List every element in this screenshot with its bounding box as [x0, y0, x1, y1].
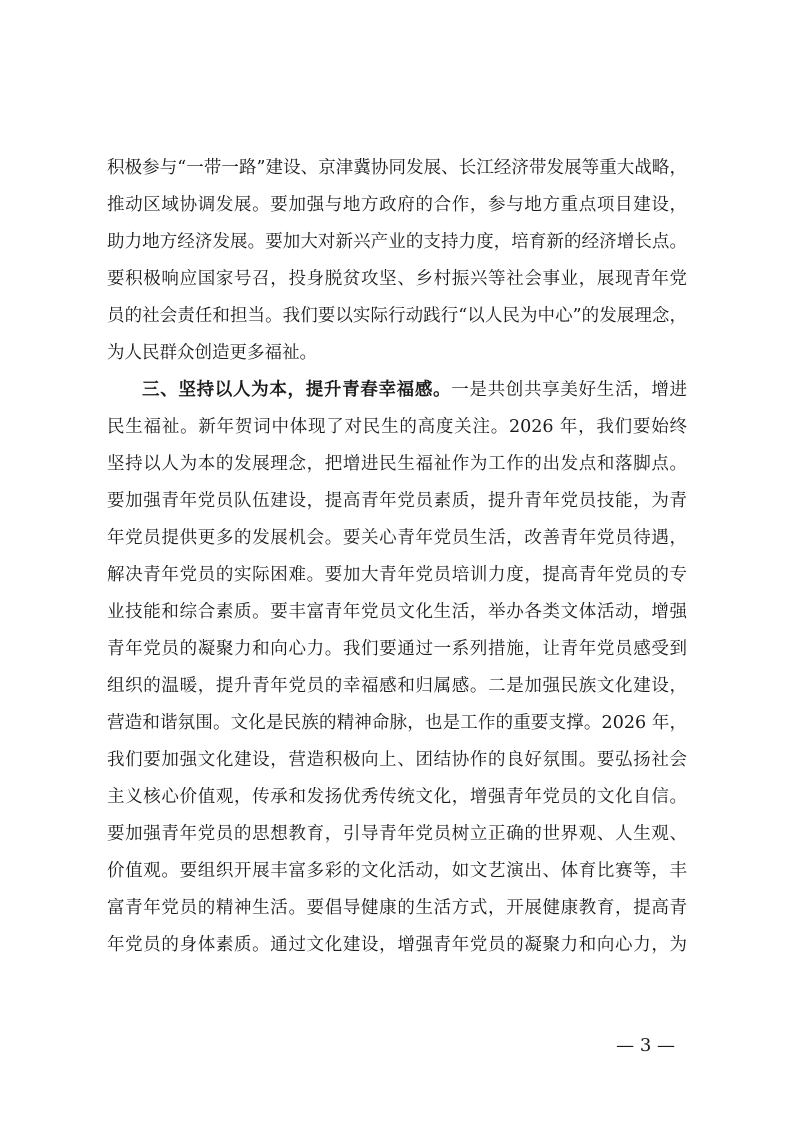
body-text-line: 价值观。要组织开展丰富多彩的文化活动，如文艺演出、体育比赛等，丰	[107, 861, 687, 881]
body-text-line: 解决青年党员的实际困难。要加大青年党员培训力度，提高青年党员的专	[107, 565, 687, 585]
body-text-line: 年党员提供更多的发展机会。要关心青年党员生活，改善青年党员待遇，	[107, 528, 687, 548]
body-text-span: 一是共创共享美好生活，增进	[451, 380, 688, 400]
body-text-line: 坚持以人为本的发展理念，把增进民生福祉作为工作的出发点和落脚点。	[107, 454, 687, 474]
body-text-line: 推动区域协调发展。要加强与地方政府的合作，参与地方重点项目建设，	[107, 195, 687, 215]
body-text-line: 员的社会责任和担当。我们要以实际行动践行“以人民为中心”的发展理念，	[107, 306, 687, 326]
body-text-line: 业技能和综合素质。要丰富青年党员文化生活，举办各类文体活动，增强	[107, 602, 687, 622]
body-text-line: 主义核心价值观，传承和发扬优秀传统文化，增强青年党员的文化自信。	[107, 787, 687, 807]
body-text-line: 为人民群众创造更多福祉。	[107, 343, 317, 363]
section-heading: 三、坚持以人为本，提升青春幸福感。	[142, 380, 452, 400]
body-text-line: 营造和谐氛围。文化是民族的精神命脉，也是工作的重要支撑。2026 年，	[107, 713, 687, 733]
page-number: — 3 —	[616, 1035, 675, 1056]
body-text-line: 青年党员的凝聚力和向心力。我们要通过一系列措施，让青年党员感受到	[107, 639, 687, 659]
body-text-line: 积极参与“一带一路”建设、京津冀协同发展、长江经济带发展等重大战略，	[107, 158, 687, 178]
body-text-line: 年党员的身体素质。通过文化建设，增强青年党员的凝聚力和向心力，为	[107, 935, 687, 955]
body-text-line: 要加强青年党员的思想教育，引导青年党员树立正确的世界观、人生观、	[107, 824, 687, 844]
section-heading-line	[142, 375, 687, 405]
body-text-line: 民生福祉。新年贺词中体现了对民生的高度关注。2026 年，我们要始终	[107, 417, 687, 437]
body-text-line: 助力地方经济发展。要加大对新兴产业的支持力度，培育新的经济增长点。	[107, 232, 687, 252]
body-text-line: 富青年党员的精神生活。要倡导健康的生活方式，开展健康教育，提高青	[107, 898, 687, 918]
body-text-line: 组织的温暖，提升青年党员的幸福感和归属感。二是加强民族文化建设，	[107, 676, 687, 696]
body-text-line: 要积极响应国家号召，投身脱贫攻坚、乡村振兴等社会事业，展现青年党	[107, 269, 687, 289]
body-text-line: 我们要加强文化建设，营造积极向上、团结协作的良好氛围。要弘扬社会	[107, 750, 687, 770]
body-text-line: 要加强青年党员队伍建设，提高青年党员素质，提升青年党员技能，为青	[107, 491, 687, 511]
